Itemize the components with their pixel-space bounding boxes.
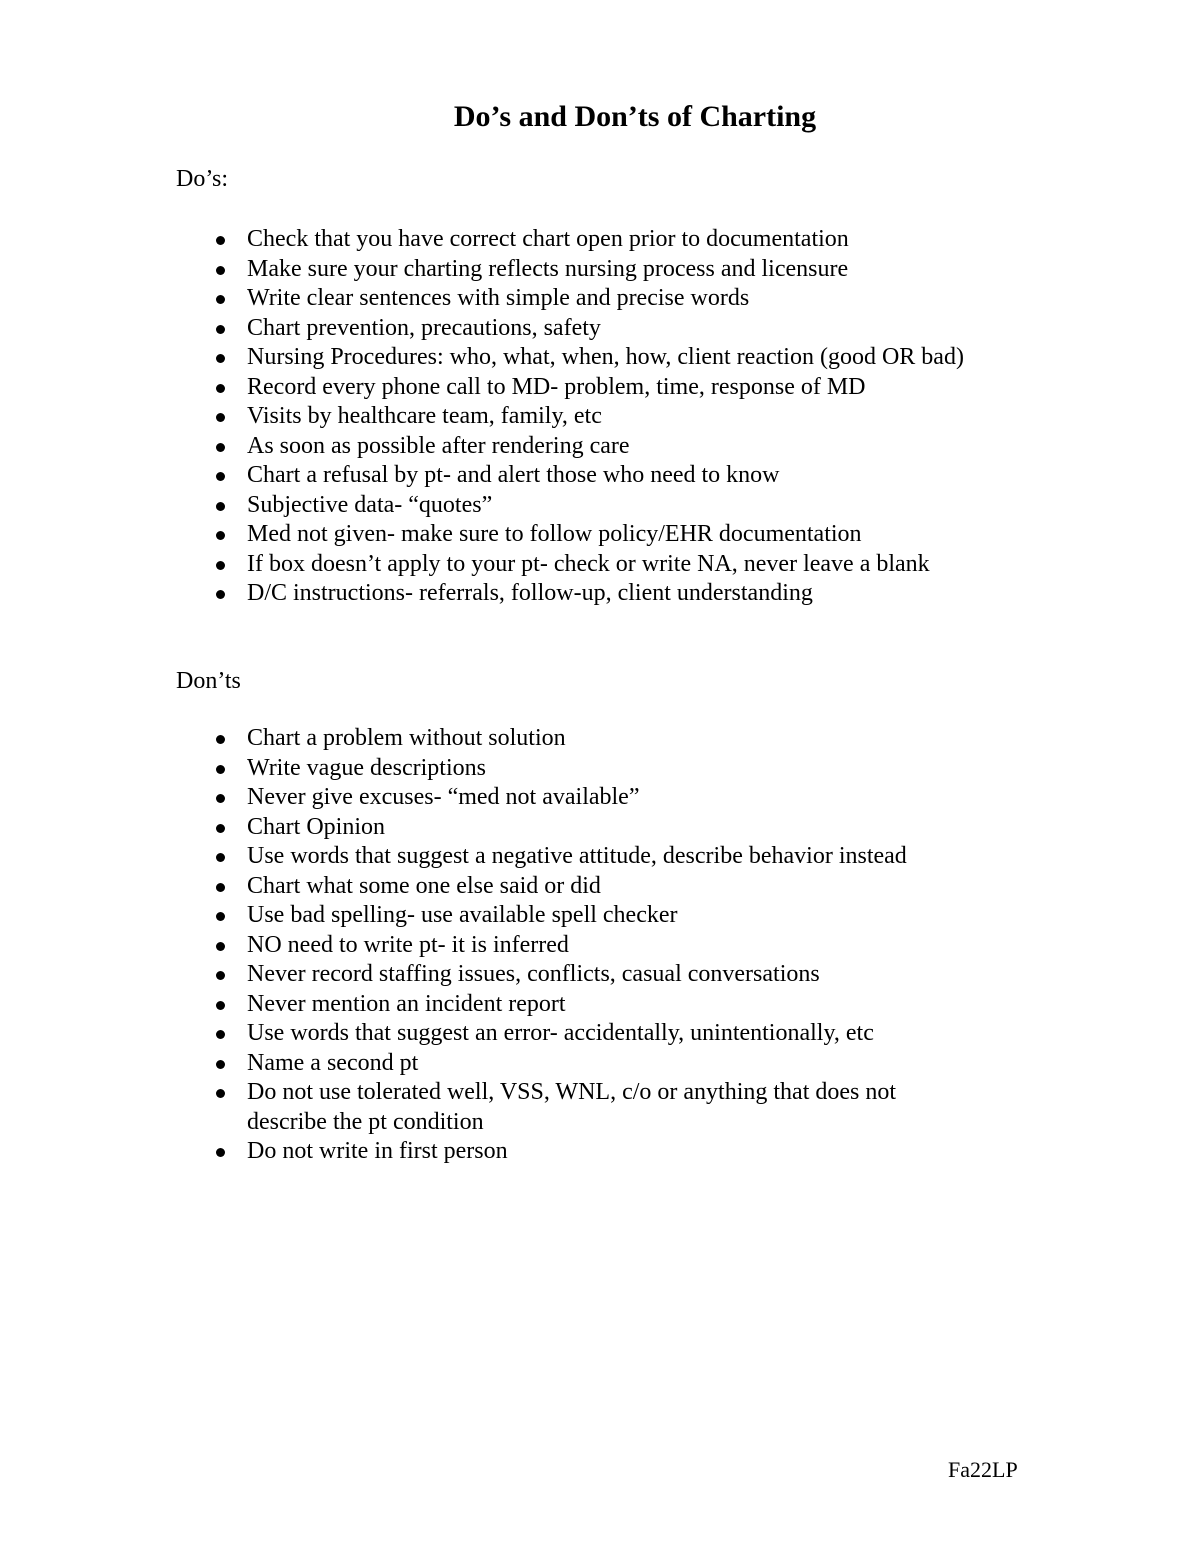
dos-list-item: D/C instructions- referrals, follow-up, client understanding: [247, 579, 1047, 609]
bullet-icon: [216, 765, 225, 774]
bullet-icon: [216, 942, 225, 951]
donts-list-item: Write vague descriptions: [247, 754, 1047, 784]
donts-list-item: NO need to write pt- it is inferred: [247, 931, 1047, 961]
dos-list-item: Make sure your charting reflects nursing process and licensure: [247, 255, 1047, 285]
donts-list: [247, 724, 1047, 1167]
footer-code: Fa22LP: [948, 1457, 1018, 1482]
dos-list-item: Med not given- make sure to follow policy/EHR documentation: [247, 520, 1047, 550]
donts-list-item: Do not write in first person: [247, 1137, 1047, 1167]
bullet-icon: [216, 413, 225, 422]
bullet-icon: [216, 971, 225, 980]
donts-list-item: Name a second pt: [247, 1049, 1047, 1079]
dos-list-item: If box doesn’t apply to your pt- check or write NA, never leave a blank: [247, 550, 1047, 580]
bullet-icon: [216, 590, 225, 599]
dos-list-item: Subjective data- “quotes”: [247, 491, 1047, 521]
donts-list-item: Use words that suggest a negative attitude, describe behavior instead: [247, 842, 1047, 872]
donts-list-item: Do not use tolerated well, VSS, WNL, c/o or anything that does not describe the pt condition: [247, 1078, 947, 1137]
bullet-icon: [216, 1030, 225, 1039]
dos-list-item: Visits by healthcare team, family, etc: [247, 402, 1047, 432]
bullet-icon: [216, 236, 225, 245]
bullet-icon: [216, 472, 225, 481]
dos-list-item: Record every phone call to MD- problem, time, response of MD: [247, 373, 1047, 403]
donts-list-item: Chart what some one else said or did: [247, 872, 1047, 902]
bullet-icon: [216, 325, 225, 334]
bullet-icon: [216, 824, 225, 833]
donts-list-item: Use bad spelling- use available spell checker: [247, 901, 1047, 931]
bullet-icon: [216, 1060, 225, 1069]
donts-list-item: Chart a problem without solution: [247, 724, 1047, 754]
bullet-icon: [216, 266, 225, 275]
document-title: Do’s and Don’ts of Charting: [453, 100, 817, 133]
bullet-icon: [216, 502, 225, 511]
bullet-icon: [216, 384, 225, 393]
donts-list-item: Never record staffing issues, conflicts, casual conversations: [247, 960, 1047, 990]
bullet-icon: [216, 794, 225, 803]
bullet-icon: [216, 443, 225, 452]
bullet-icon: [216, 1001, 225, 1010]
donts-list-item: Use words that suggest an error- accidentally, unintentionally, etc: [247, 1019, 1047, 1049]
bullet-icon: [216, 883, 225, 892]
dos-list-item: Nursing Procedures: who, what, when, how, client reaction (good OR bad): [247, 343, 1047, 373]
donts-heading: Don’ts: [176, 668, 241, 694]
bullet-icon: [216, 531, 225, 540]
bullet-icon: [216, 1148, 225, 1157]
dos-list-item: Chart a refusal by pt- and alert those who need to know: [247, 461, 1047, 491]
bullet-icon: [216, 912, 225, 921]
donts-list-item: Never give excuses- “med not available”: [247, 783, 1047, 813]
dos-heading: Do’s:: [176, 166, 229, 192]
donts-list-item: Chart Opinion: [247, 813, 1047, 843]
dos-list-item: Write clear sentences with simple and precise words: [247, 284, 1047, 314]
dos-list: [247, 225, 1047, 609]
bullet-icon: [216, 1089, 225, 1098]
bullet-icon: [216, 735, 225, 744]
bullet-icon: [216, 561, 225, 570]
bullet-icon: [216, 354, 225, 363]
bullet-icon: [216, 853, 225, 862]
donts-list-item: Never mention an incident report: [247, 990, 1047, 1020]
dos-list-item: As soon as possible after rendering care: [247, 432, 1047, 462]
bullet-icon: [216, 295, 225, 304]
dos-list-item: Check that you have correct chart open prior to documentation: [247, 225, 1047, 255]
dos-list-item: Chart prevention, precautions, safety: [247, 314, 1047, 344]
